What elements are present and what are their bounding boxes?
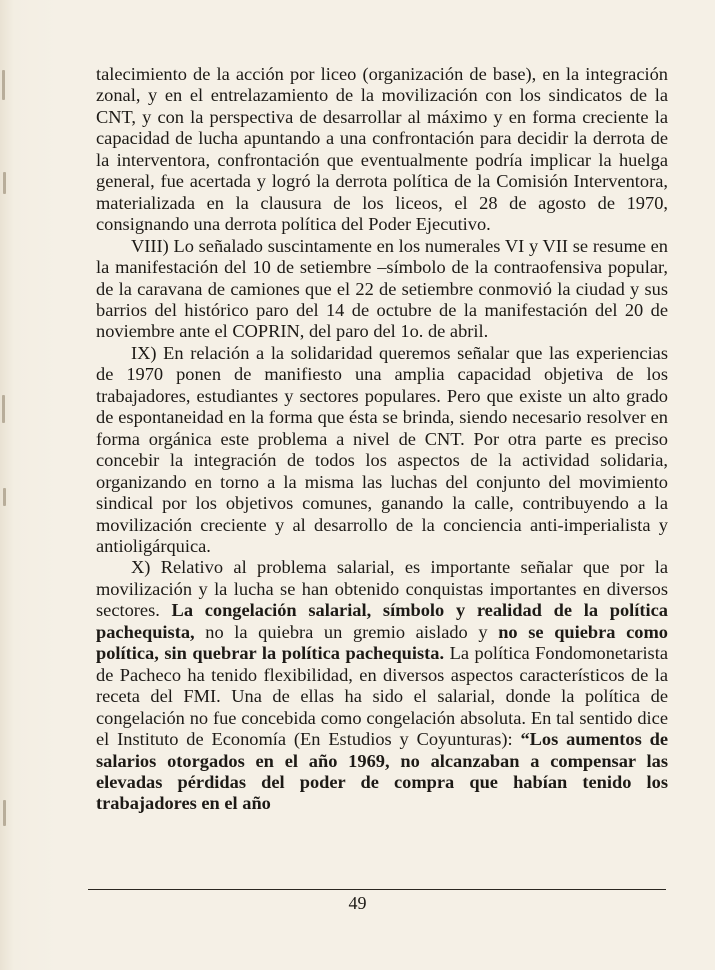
text-run: talecimiento de la acción por liceo (organización de base), en la integración zonal, y en el entrelazamiento de la movilización con los sindicatos de la CNT, y con la perspectiva de desarrollar al máximo y en forma creciente la capacidad de lucha apuntando a una confrontación para decidir la derrota de la interventora, confrontación que eventualmente podría implicar la huelga general, fue acertada y logró la derrota política de la Comisión Interventora, materializada en la clausura de los liceos, el 28 de agosto de 1970, consignando una derrota política del Poder Ejecutivo. (96, 64, 668, 235)
text-run: no la quiebra un gremio aislado y (194, 621, 499, 642)
text-run: IX) En relación a la solidaridad queremos señalar que las experiencias de 1970 ponen de manifiesto una amplia capacidad objetiva de los trabajadores, estudiantes y sectores populares. Pero que existe un alto grado de espontaneidad en la forma que ésta se brinda, siendo necesario resolver en forma orgánica este problema a nivel de CNT. Por otra parte es preciso concebir la integración de todos los aspectos de la actividad solidaria, organizando en torno a la misma las luchas del conjunto del movimiento sindical por los objetivos comunes, ganando la calle, contribuyendo a la movilización creciente y al desarrollo de la conciencia anti-imperialista y antioligárquica. (96, 342, 668, 556)
margin-mark (3, 488, 6, 506)
paragraph-p-viii (96, 236, 668, 343)
footer-rule (88, 889, 666, 890)
margin-mark (3, 800, 6, 826)
body-text (96, 64, 668, 815)
text-run: VIII) Lo señalado suscintamente en los numerales VI y VII se resume en la manifestación del 10 de setiembre –símbolo de la contraofensiva popular, de la caravana de camiones que el 22 de setiembre conmovió la ciudad y sus barrios del histórico paro del 14 de octubre de la manifestación del 20 de noviembre ante el COPRIN, del paro del 1o. de abril. (96, 235, 668, 342)
bold-text-run: no se quiebra como política, sin quebrar la política pachequista. (96, 621, 669, 664)
paragraph-p-continuation (96, 64, 668, 236)
margin-mark (2, 70, 5, 100)
bold-text-run: “Los aumentos de salarios otorgados en el año 1969, no alcanzaban a compensar las elevadas pérdidas del poder de compra que habían tenido los trabajadores en el año (96, 729, 668, 814)
margin-mark (3, 172, 6, 194)
text-run: La política Fondomonetarista de Pacheco ha tenido flexibilidad, en diversos aspectos característicos de la receta del FMI. Una de ellas ha sido el salarial, donde la política de congelación no fue concebida como congelación absoluta. En tal sentido dice el Instituto de Economía (En Estudios y Coyunturas): (96, 643, 668, 750)
bold-text-run: La congelación salarial, símbolo y realidad de la política pachequista, (96, 600, 668, 642)
text-run: X) Relativo al problema salarial, es importante señalar que por la movilización y la lucha se han obtenido conquistas importantes en diversos sectores. (96, 557, 668, 621)
margin-mark (2, 395, 5, 423)
paragraph-p-ix (96, 343, 668, 558)
paragraph-p-x (96, 557, 668, 814)
page-number: 49 (348, 893, 367, 913)
